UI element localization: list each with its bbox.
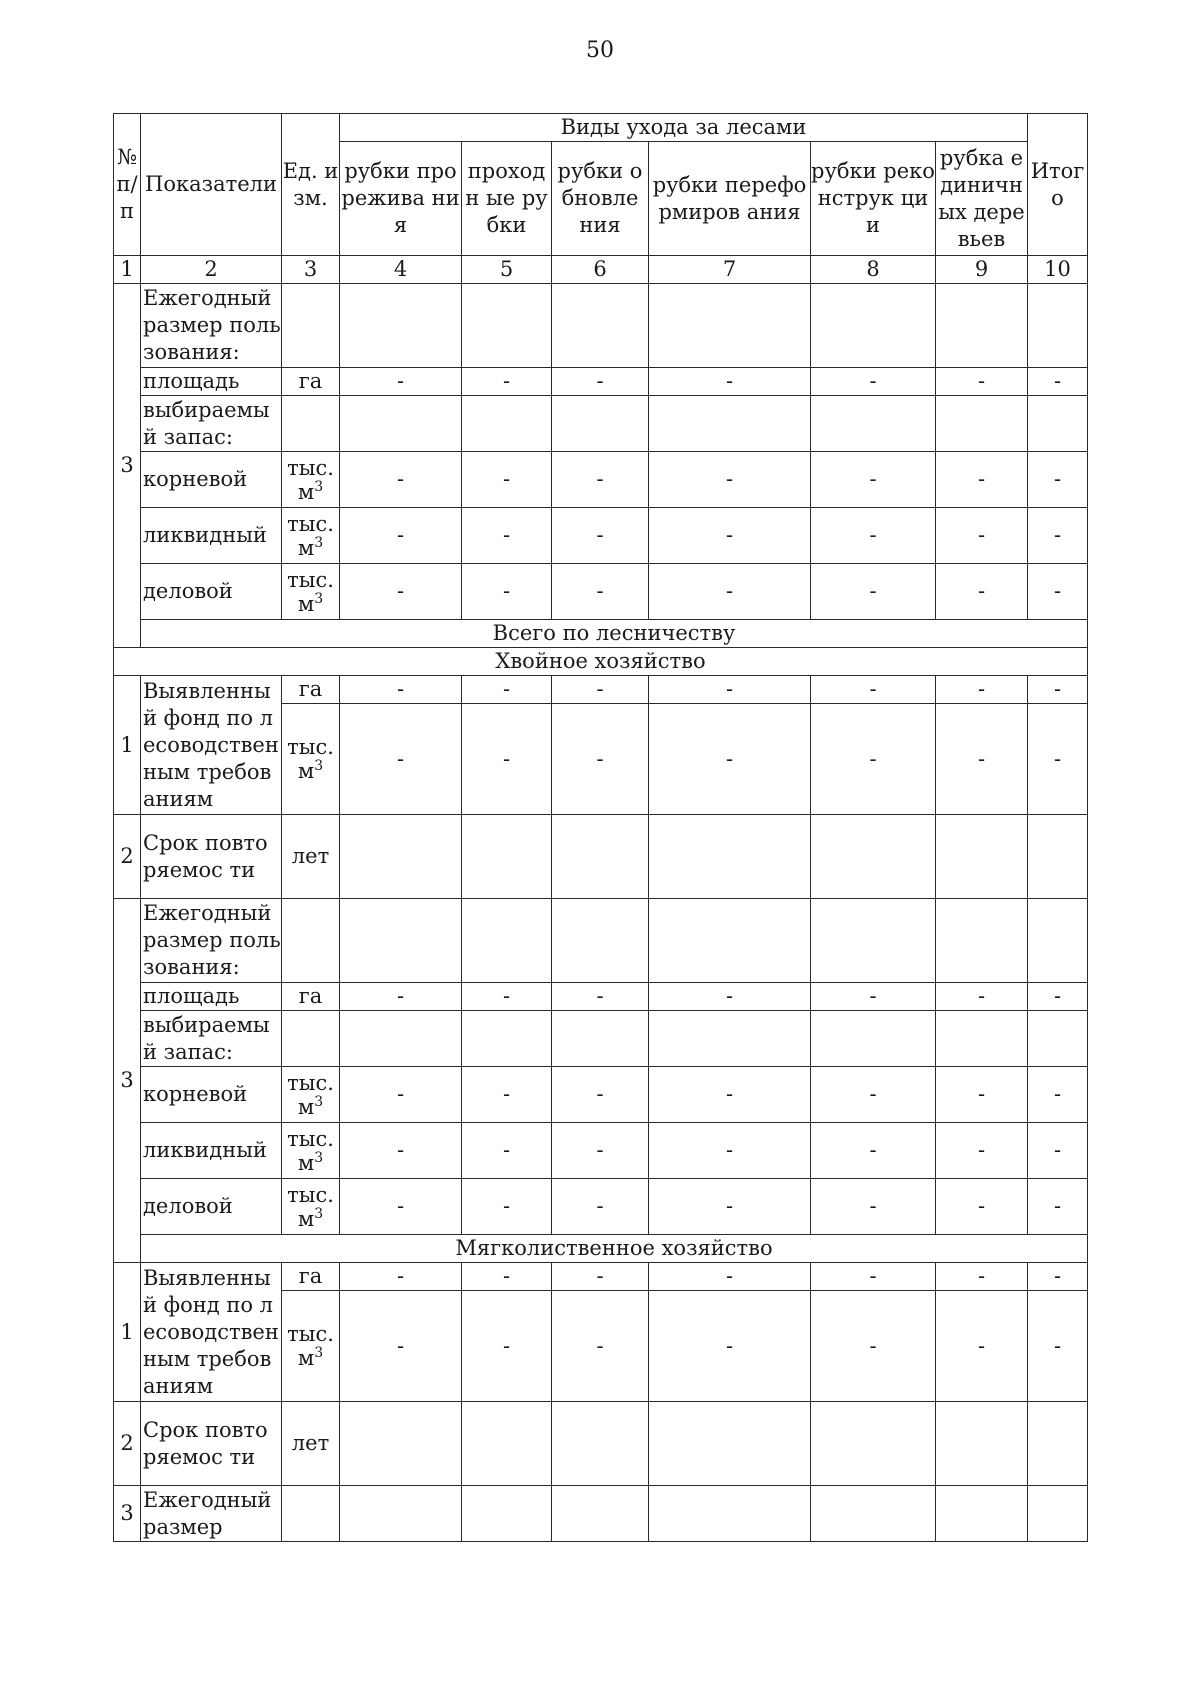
dash-cell: - bbox=[936, 368, 1028, 396]
empty-cell bbox=[1028, 1011, 1088, 1067]
row-number: 3 bbox=[114, 284, 141, 648]
unit-cube: 3 bbox=[314, 1205, 324, 1222]
header-type-1: рубки прорежива ния bbox=[340, 142, 462, 256]
dash-cell: - bbox=[811, 368, 936, 396]
dash-cell: - bbox=[811, 1291, 936, 1402]
dash-cell: - bbox=[936, 564, 1028, 620]
empty-cell bbox=[462, 899, 552, 983]
empty-cell bbox=[811, 1402, 936, 1486]
dash-cell: - bbox=[811, 1123, 936, 1179]
empty-cell bbox=[552, 1486, 649, 1542]
unit-cube: 3 bbox=[314, 758, 324, 774]
unit-ha: га bbox=[282, 368, 340, 396]
unit-m: м bbox=[297, 535, 315, 560]
row-number: 2 bbox=[114, 1402, 141, 1486]
section-softwood: Мягколиственное хозяйство bbox=[141, 1235, 1088, 1263]
dash-cell: - bbox=[340, 1123, 462, 1179]
unit-cube: 3 bbox=[314, 1093, 324, 1110]
dash-cell: - bbox=[649, 983, 811, 1011]
dash-cell: - bbox=[936, 1123, 1028, 1179]
empty-cell bbox=[282, 1011, 340, 1067]
unit-m: м bbox=[297, 1150, 315, 1175]
dash-cell: - bbox=[340, 983, 462, 1011]
dash-cell: - bbox=[936, 676, 1028, 704]
col-number: 2 bbox=[141, 256, 282, 284]
dash-cell: - bbox=[1028, 676, 1088, 704]
dash-cell: - bbox=[462, 1123, 552, 1179]
unit-thous-m3 bbox=[282, 1067, 340, 1123]
label-root: корневой bbox=[141, 1067, 282, 1123]
dash-cell: - bbox=[340, 564, 462, 620]
label-liquid: ликвидный bbox=[141, 508, 282, 564]
dash-cell: - bbox=[462, 1263, 552, 1291]
dash-cell: - bbox=[552, 983, 649, 1011]
empty-cell bbox=[1028, 396, 1088, 452]
dash-cell: - bbox=[649, 704, 811, 815]
empty-cell bbox=[649, 396, 811, 452]
label-period: Срок повторяемос ти bbox=[141, 815, 282, 899]
unit-thous-m3 bbox=[282, 1123, 340, 1179]
label-area: площадь bbox=[141, 368, 282, 396]
dash-cell: - bbox=[649, 508, 811, 564]
dash-cell: - bbox=[1028, 1067, 1088, 1123]
dash-cell: - bbox=[649, 368, 811, 396]
dash-cell: - bbox=[811, 1179, 936, 1235]
dash-cell: - bbox=[552, 368, 649, 396]
dash-cell: - bbox=[340, 704, 462, 815]
empty-cell bbox=[1028, 815, 1088, 899]
empty-cell bbox=[811, 1486, 936, 1542]
label-period: Срок повторяемос ти bbox=[141, 1402, 282, 1486]
empty-cell bbox=[936, 396, 1028, 452]
empty-cell bbox=[1028, 1402, 1088, 1486]
label-liquid: ликвидный bbox=[141, 1123, 282, 1179]
empty-cell bbox=[649, 815, 811, 899]
section-coniferous: Хвойное хозяйство bbox=[114, 648, 1088, 676]
dash-cell: - bbox=[462, 508, 552, 564]
dash-cell: - bbox=[811, 1263, 936, 1291]
dash-cell: - bbox=[811, 564, 936, 620]
dash-cell: - bbox=[1028, 368, 1088, 396]
dash-cell: - bbox=[1028, 1291, 1088, 1402]
dash-cell: - bbox=[340, 1179, 462, 1235]
col-number: 9 bbox=[936, 256, 1028, 284]
unit-thous: тыс. bbox=[287, 1070, 334, 1095]
header-type-3: рубки обновле ния bbox=[552, 142, 649, 256]
header-type-6: рубка единичн ых деревьев bbox=[936, 142, 1028, 256]
empty-cell bbox=[340, 899, 462, 983]
forest-care-table bbox=[113, 113, 1088, 1542]
dash-cell: - bbox=[936, 704, 1028, 815]
unit-cube: 3 bbox=[314, 1149, 324, 1166]
unit-thous: тыс. bbox=[287, 1182, 334, 1207]
dash-cell: - bbox=[462, 564, 552, 620]
dash-cell: - bbox=[1028, 452, 1088, 508]
unit-thous-m3 bbox=[282, 1291, 340, 1402]
dash-cell: - bbox=[649, 1067, 811, 1123]
unit-years: лет bbox=[282, 815, 340, 899]
empty-cell bbox=[811, 899, 936, 983]
unit-m: м bbox=[297, 1094, 315, 1119]
dash-cell: - bbox=[936, 508, 1028, 564]
unit-ha: га bbox=[282, 983, 340, 1011]
dash-cell: - bbox=[1028, 564, 1088, 620]
dash-cell: - bbox=[936, 983, 1028, 1011]
empty-cell bbox=[552, 1011, 649, 1067]
row-number: 1 bbox=[114, 1263, 141, 1402]
dash-cell: - bbox=[1028, 1179, 1088, 1235]
unit-ha: га bbox=[282, 676, 340, 704]
dash-cell: - bbox=[552, 1291, 649, 1402]
dash-cell: - bbox=[462, 368, 552, 396]
empty-cell bbox=[552, 396, 649, 452]
col-number: 10 bbox=[1028, 256, 1088, 284]
header-type-2: проходн ые рубки bbox=[462, 142, 552, 256]
label-annual: Ежегодный размер пользования: bbox=[141, 284, 282, 368]
header-type-4: рубки переформиров ания bbox=[649, 142, 811, 256]
empty-cell bbox=[649, 284, 811, 368]
empty-cell bbox=[462, 396, 552, 452]
unit-thous: тыс. bbox=[287, 455, 334, 480]
label-business: деловой bbox=[141, 564, 282, 620]
unit-thous-m3 bbox=[282, 1179, 340, 1235]
empty-cell bbox=[936, 1011, 1028, 1067]
empty-cell bbox=[649, 1402, 811, 1486]
empty-cell bbox=[462, 815, 552, 899]
dash-cell: - bbox=[1028, 508, 1088, 564]
dash-cell: - bbox=[552, 676, 649, 704]
empty-cell bbox=[340, 396, 462, 452]
header-type-5: рубки реконструк ции bbox=[811, 142, 936, 256]
dash-cell: - bbox=[649, 564, 811, 620]
dash-cell: - bbox=[462, 1067, 552, 1123]
empty-cell bbox=[282, 396, 340, 452]
empty-cell bbox=[811, 396, 936, 452]
empty-cell bbox=[552, 815, 649, 899]
dash-cell: - bbox=[340, 676, 462, 704]
dash-cell: - bbox=[462, 983, 552, 1011]
unit-thous: тыс. bbox=[287, 735, 334, 759]
header-care-types: Виды ухода за лесами bbox=[340, 114, 1028, 142]
dash-cell: - bbox=[936, 1067, 1028, 1123]
dash-cell: - bbox=[811, 704, 936, 815]
row-number: 3 bbox=[114, 1486, 141, 1542]
dash-cell: - bbox=[936, 1179, 1028, 1235]
empty-cell bbox=[936, 899, 1028, 983]
empty-cell bbox=[340, 284, 462, 368]
empty-cell bbox=[649, 1486, 811, 1542]
empty-cell bbox=[811, 815, 936, 899]
col-number: 5 bbox=[462, 256, 552, 284]
empty-cell bbox=[462, 284, 552, 368]
label-root: корневой bbox=[141, 452, 282, 508]
empty-cell bbox=[340, 1486, 462, 1542]
unit-cube: 3 bbox=[314, 478, 324, 495]
dash-cell: - bbox=[936, 1263, 1028, 1291]
unit-thous-m3 bbox=[282, 508, 340, 564]
dash-cell: - bbox=[462, 1291, 552, 1402]
dash-cell: - bbox=[462, 452, 552, 508]
col-number: 1 bbox=[114, 256, 141, 284]
col-number: 8 bbox=[811, 256, 936, 284]
empty-cell bbox=[936, 1486, 1028, 1542]
unit-thous: тыс. bbox=[287, 1322, 334, 1346]
dash-cell: - bbox=[649, 1291, 811, 1402]
dash-cell: - bbox=[340, 1067, 462, 1123]
unit-cube: 3 bbox=[314, 590, 324, 607]
label-business: деловой bbox=[141, 1179, 282, 1235]
dash-cell: - bbox=[811, 676, 936, 704]
empty-cell bbox=[1028, 899, 1088, 983]
dash-cell: - bbox=[811, 452, 936, 508]
empty-cell bbox=[340, 1011, 462, 1067]
label-stock: выбираемый запас: bbox=[141, 1011, 282, 1067]
empty-cell bbox=[282, 284, 340, 368]
dash-cell: - bbox=[552, 1067, 649, 1123]
dash-cell: - bbox=[552, 508, 649, 564]
unit-m: м bbox=[297, 759, 315, 783]
header-unit: Ед. изм. bbox=[282, 114, 340, 256]
empty-cell bbox=[936, 1402, 1028, 1486]
dash-cell: - bbox=[340, 452, 462, 508]
header-indicators: Показатели bbox=[141, 114, 282, 256]
dash-cell: - bbox=[649, 1263, 811, 1291]
dash-cell: - bbox=[552, 704, 649, 815]
unit-m: м bbox=[297, 1206, 315, 1231]
dash-cell: - bbox=[936, 452, 1028, 508]
empty-cell bbox=[552, 284, 649, 368]
dash-cell: - bbox=[340, 1263, 462, 1291]
dash-cell: - bbox=[1028, 983, 1088, 1011]
empty-cell bbox=[936, 815, 1028, 899]
unit-thous-m3 bbox=[282, 452, 340, 508]
dash-cell: - bbox=[936, 1291, 1028, 1402]
dash-cell: - bbox=[1028, 1123, 1088, 1179]
unit-years: лет bbox=[282, 1402, 340, 1486]
dash-cell: - bbox=[649, 1179, 811, 1235]
label-annual: Ежегодный размер пользования: bbox=[141, 899, 282, 983]
col-number: 3 bbox=[282, 256, 340, 284]
empty-cell bbox=[811, 1011, 936, 1067]
empty-cell bbox=[552, 899, 649, 983]
label-stock: выбираемый запас: bbox=[141, 396, 282, 452]
unit-thous-m3 bbox=[282, 704, 340, 815]
empty-cell bbox=[282, 899, 340, 983]
dash-cell: - bbox=[552, 1263, 649, 1291]
row-number: 2 bbox=[114, 815, 141, 899]
empty-cell bbox=[462, 1402, 552, 1486]
dash-cell: - bbox=[552, 564, 649, 620]
unit-thous: тыс. bbox=[287, 1126, 334, 1151]
col-number: 7 bbox=[649, 256, 811, 284]
dash-cell: - bbox=[340, 368, 462, 396]
dash-cell: - bbox=[811, 983, 936, 1011]
empty-cell bbox=[552, 1402, 649, 1486]
row-number: 1 bbox=[114, 676, 141, 815]
unit-thous: тыс. bbox=[287, 567, 334, 592]
dash-cell: - bbox=[340, 1291, 462, 1402]
dash-cell: - bbox=[552, 452, 649, 508]
dash-cell: - bbox=[649, 452, 811, 508]
unit-cube: 3 bbox=[314, 534, 324, 551]
dash-cell: - bbox=[811, 1067, 936, 1123]
label-fund: Выявленный фонд по лесоводствен ным требованиям bbox=[141, 1263, 282, 1402]
unit-thous: тыс. bbox=[287, 511, 334, 536]
empty-cell bbox=[811, 284, 936, 368]
dash-cell: - bbox=[1028, 1263, 1088, 1291]
dash-cell: - bbox=[462, 704, 552, 815]
unit-thous-m3 bbox=[282, 564, 340, 620]
dash-cell: - bbox=[649, 1123, 811, 1179]
dash-cell: - bbox=[552, 1179, 649, 1235]
header-num: № п/п bbox=[114, 114, 141, 256]
dash-cell: - bbox=[811, 508, 936, 564]
unit-m: м bbox=[297, 479, 315, 504]
section-total-forestry: Всего по лесничеству bbox=[141, 620, 1088, 648]
empty-cell bbox=[936, 284, 1028, 368]
unit-cube: 3 bbox=[314, 1345, 324, 1361]
dash-cell: - bbox=[462, 1179, 552, 1235]
empty-cell bbox=[649, 899, 811, 983]
empty-cell bbox=[282, 1486, 340, 1542]
dash-cell: - bbox=[552, 1123, 649, 1179]
page-number: 50 bbox=[586, 38, 614, 63]
unit-ha: га bbox=[282, 1263, 340, 1291]
unit-m: м bbox=[297, 1346, 315, 1370]
empty-cell bbox=[340, 815, 462, 899]
empty-cell bbox=[462, 1011, 552, 1067]
header-total: Итог о bbox=[1028, 114, 1088, 256]
dash-cell: - bbox=[340, 508, 462, 564]
unit-m: м bbox=[297, 591, 315, 616]
col-number: 6 bbox=[552, 256, 649, 284]
dash-cell: - bbox=[1028, 704, 1088, 815]
dash-cell: - bbox=[649, 676, 811, 704]
label-fund: Выявленный фонд по лесоводствен ным требованиям bbox=[141, 676, 282, 815]
label-area: площадь bbox=[141, 983, 282, 1011]
label-annual-short: Ежегодный размер bbox=[141, 1486, 282, 1542]
empty-cell bbox=[340, 1402, 462, 1486]
empty-cell bbox=[462, 1486, 552, 1542]
empty-cell bbox=[649, 1011, 811, 1067]
row-number: 3 bbox=[114, 899, 141, 1263]
col-number: 4 bbox=[340, 256, 462, 284]
empty-cell bbox=[1028, 1486, 1088, 1542]
dash-cell: - bbox=[462, 676, 552, 704]
empty-cell bbox=[1028, 284, 1088, 368]
